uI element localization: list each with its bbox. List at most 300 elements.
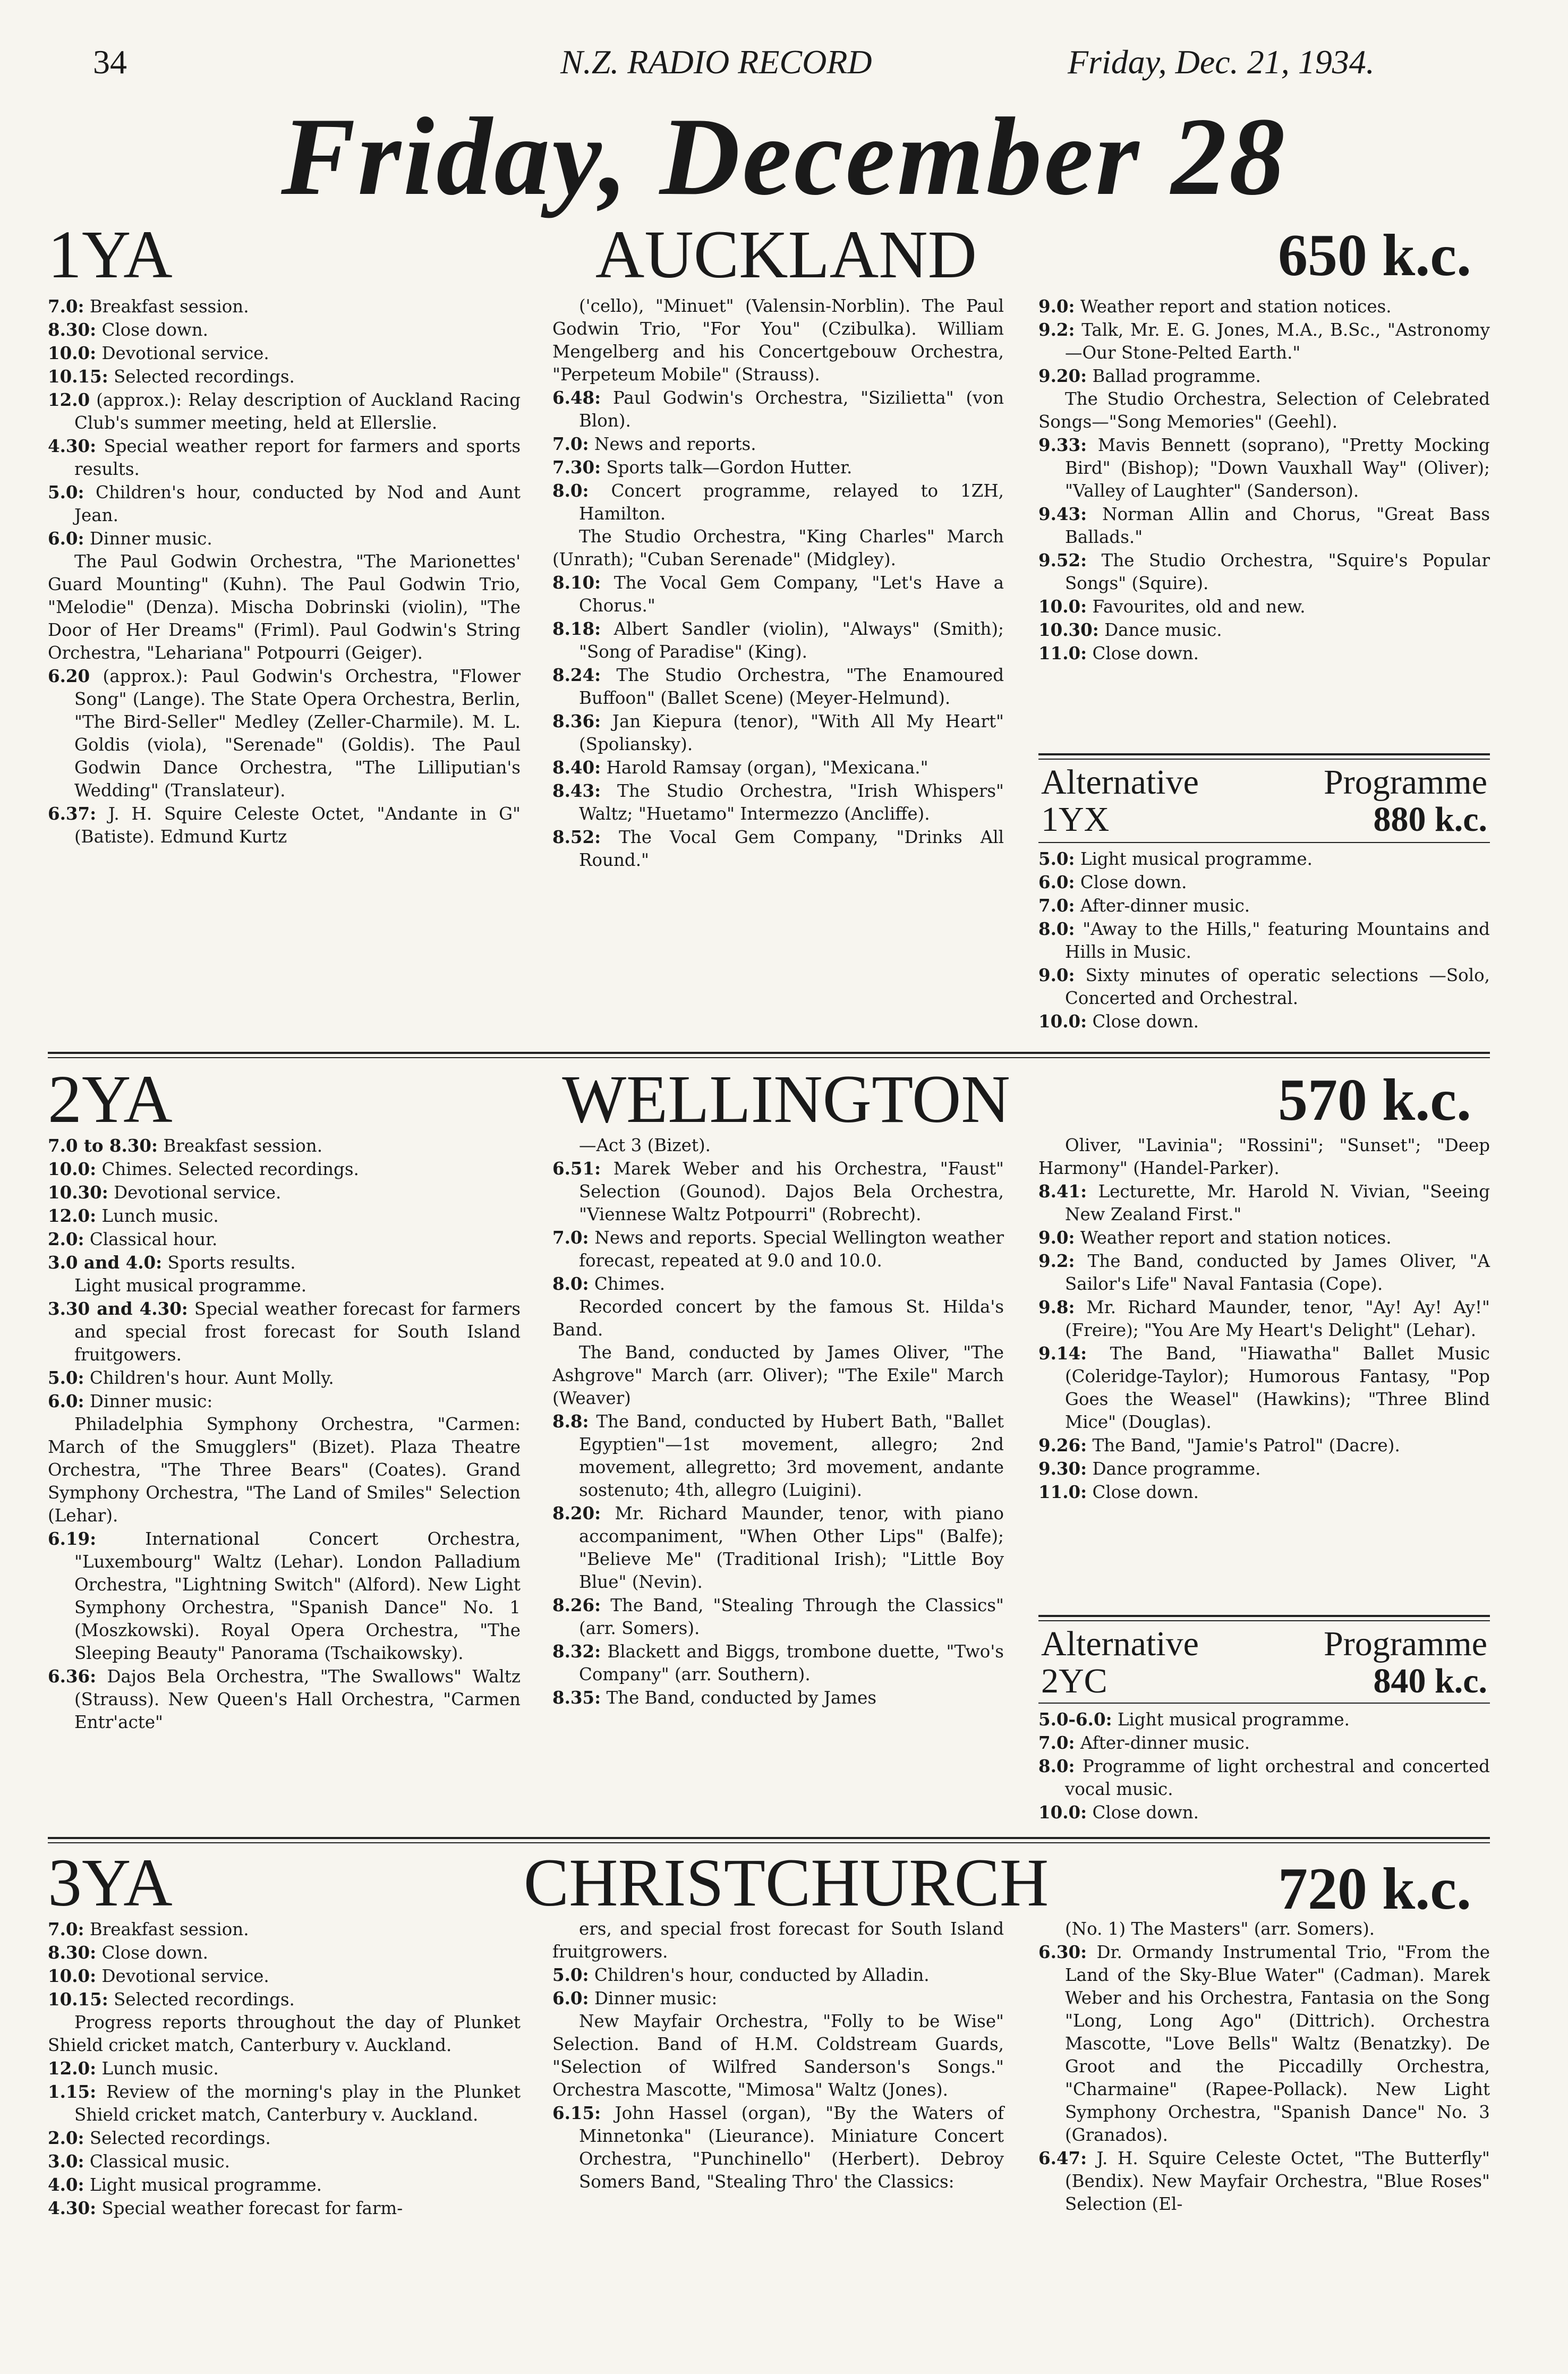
programme-time: 8.26: [552,1595,601,1615]
programme-entry [552,525,1004,571]
programme-description: Children's hour, conducted by Nod and Aunt Jean. [74,482,521,525]
programme-time: 10.0: [1038,1802,1087,1823]
programme-description: Philadelphia Symphony Orchestra, "Carmen: March of the Smugglers" (Bizet). Plaza Theatre Orchestra, "The Three Bears" (Coates). Grand Symphony Orchestra, "The Land of Smiles" Selection (Lehar). [48,1414,521,1526]
programme-description: Paul Godwin's Orchestra, "Sizilietta" (von Blon). [579,388,1004,431]
programme-description: The Band, conducted by James [601,1688,877,1708]
programme-time: 7.0 to 8.30: [48,1135,158,1156]
programme-description: ('cello), "Minuet" (Valensin-Norblin). The Paul Godwin Trio, "For You" (Czibulka). William Mengelberg and his Concertgebouw Orchestra, "Perpeteum Mobile" (Strauss). [552,296,1004,385]
programme-description: Light musical programme. [1075,849,1313,869]
programme-description: The Band, "Stealing Through the Classics" (arr. Somers). [579,1595,1004,1638]
programme-time: 8.35: [552,1687,601,1708]
programme-description: Dr. Ormandy Instrumental Trio, "From the Land of the Sky-Blue Water" (Cadman). Marek Weber and his Orchestra, Fantasia on the Song "Long, Long Ago" (Dittrich). Orchestra Mascotte, "Love Bells" Waltz (Benatzky). De Groot and the Piccadilly Orchestra, "Charmaine" (Rapee-Pollack). New Light Symphony Orchestra, "Spanish Dance" No. 3 (Granados). [1065,1942,1490,2145]
programme-description: Albert Sandler (violin), "Always" (Smith); "Song of Paradise" (King). [579,619,1004,662]
programme-entry [1038,1249,1490,1296]
programme-time: 6.47: [1038,2148,1087,2168]
alt-programme-heading: Alternative [1041,1624,1199,1663]
programme-description: Concert programme, relayed to 1ZH, Hamilton. [579,481,1004,524]
programme-time: 9.26: [1038,1435,1087,1456]
programme-description: Harold Ramsay (organ), "Mexicana." [601,758,928,778]
programme-description: John Hassel (organ), "By the Waters of Minnetonka" (Lieurance). Miniature Concert Orchestra, "Punchinello" (Herbert). Debroy Somers Band, "Stealing Thro' the Classics: [579,2103,1004,2192]
programme-entry [552,2010,1004,2101]
programme-time: 9.20: [1038,365,1087,386]
programme-time: 9.2: [1038,1250,1075,1271]
alt-programme-rule [1038,1615,1490,1617]
programme-entry [1038,1180,1490,1226]
programme-entry [48,665,521,802]
programme-description: Devotional service. [96,343,269,363]
programme-description: (No. 1) The Masters" (arr. Somers). [1065,1919,1375,1939]
programme-description: (approx.): Paul Godwin's Orchestra, "Flower Song" (Lange). The State Opera Orchestra, Berlin, "The Bird-Seller" Medley (Zeller-Charmile). M. L. Goldis (viola), "Serenade" (Goldis). The Paul Godwin Dance Orchestra, "The Lilliputian's Wedding" (Translateur). [74,666,521,801]
programme-description: After-dinner music. [1075,896,1250,916]
station-call-sign: 2YA [48,1061,173,1137]
section-divider [48,1057,1490,1058]
programme-entry [48,1390,521,1413]
programme-time: 10.15: [48,1989,108,2010]
programme-entry [1038,642,1490,665]
programme-entry [552,2101,1004,2193]
programme-entry [1038,595,1490,618]
programme-time: 9.2: [1038,319,1075,340]
station-city: CHRISTCHURCH [523,1845,1049,1920]
programme-description: The Vocal Gem Company, "Let's Have a Chorus." [579,573,1004,616]
programme-entry [48,295,521,318]
programme-description: Children's hour, conducted by Alladin. [589,1965,930,1985]
programme-entry [552,571,1004,617]
programme-time: 9.43: [1038,504,1087,524]
programme-time: 12.0 [48,389,90,410]
programme-time: 9.0: [1038,296,1075,317]
programme-description: J. H. Squire Celeste Octet, "Andante in G" (Batiste). Edmund Kurtz [74,804,521,847]
programme-time: 6.0: [552,1988,589,2009]
programme-time: 8.30: [48,1942,97,1963]
programme-entry [48,2011,521,2057]
programme-time: 8.0: [1038,1756,1075,1776]
section-divider [48,1842,1490,1843]
programme-column-2 [552,1918,1004,2193]
programme-description: Breakfast session. [84,296,249,317]
programme-description: Weather report and station notices. [1075,296,1392,317]
programme-time: 2.0: [48,2128,84,2148]
programme-entry [552,1640,1004,1686]
programme-description: Dinner music: [589,1988,718,2009]
programme-time: 11.0: [1038,643,1087,663]
programme-description: The Studio Orchestra, Selection of Celebrated Songs—"Song Memories" (Geehl). [1038,389,1490,432]
programme-description: Close down. [96,1943,209,1963]
programme-time: 7.0: [552,1227,589,1248]
programme-description: After-dinner music. [1075,1733,1250,1753]
programme-time: 3.0: [48,2151,84,2172]
programme-time: 6.30: [1038,1942,1087,1962]
programme-time: 7.30: [552,457,601,478]
programme-description: Close down. [1087,1011,1199,1032]
alt-programme-heading-right: Programme [1324,1624,1487,1663]
programme-description: The Vocal Gem Company, "Drinks All Round." [579,827,1004,870]
programme-description: Special weather forecast for farm- [96,2198,403,2218]
programme-time: 8.10: [552,572,601,593]
publication-title: N.Z. RADIO RECORD [560,43,872,81]
programme-time: 6.48: [552,387,601,408]
programme-column-1 [48,1134,521,1734]
programme-entry [552,826,1004,872]
programme-entry [552,1226,1004,1272]
programme-entry [48,1941,521,1964]
programme-time: 4.30: [48,2198,97,2218]
programme-time: 9.0: [1038,1227,1075,1248]
programme-entry [552,1918,1004,1963]
programme-column-3 [1038,295,1490,665]
programme-description: Breakfast session. [84,1919,249,1939]
programme-description: International Concert Orchestra, "Luxembourg" Waltz (Lehar). London Palladium Orchestra, "Lightning Switch" (Alford). New Light Symphony Orchestra, "Spanish Dance" No. 1 (Moszkowski). Royal Opera Orchestra, "The Sleeping Beauty" Panorama (Tschaikowsky). [74,1529,521,1663]
programme-description: Ballad programme. [1087,366,1261,386]
programme-time: 10.0: [1038,1011,1087,1032]
programme-description: Norman Allin and Chorus, "Great Bass Ballads." [1065,504,1490,547]
programme-time: 1.15: [48,2081,97,2102]
alt-programme-rule [1038,753,1490,755]
programme-entry [552,1134,1004,1157]
programme-description: News and reports. [589,434,756,454]
programme-time: 8.30: [48,319,97,340]
programme-time: 7.0: [1038,895,1075,916]
programme-time: 8.36: [552,711,601,731]
programme-description: Chimes. [589,1274,666,1294]
programme-entry [1038,1708,1490,1731]
programme-time: 5.0: [552,1964,589,1985]
programme-entry [48,342,521,365]
programme-description: Dinner music. [84,529,212,549]
programme-time: 8.0: [1038,918,1075,939]
programme-time: 3.30 and 4.30: [48,1298,188,1319]
station-city: AUCKLAND [595,217,977,292]
programme-entry [1038,318,1490,364]
programme-entry [48,1251,521,1274]
programme-time: 7.0: [552,433,589,454]
programme-column-1 [48,295,521,848]
alt-programme-rule [1038,759,1490,760]
programme-entry [552,386,1004,432]
programme-description: ers, and special frost forecast for South Island fruitgrowers. [552,1919,1004,1962]
programme-description: The Studio Orchestra, "King Charles" March (Unrath); "Cuban Serenade" (Midgley). [552,526,1004,569]
programme-description: Classical hour. [84,1229,218,1249]
alt-programme-heading-right: Programme [1324,763,1487,802]
programme-time: 7.0: [1038,1732,1075,1753]
programme-entry [1038,1457,1490,1480]
programme-time: 8.0: [552,480,589,501]
programme-description: Dajos Bela Orchestra, "The Swallows" Waltz (Strauss). New Queen's Hall Orchestra, "Carmen Entr'acte" [74,1666,521,1732]
programme-entry [552,1296,1004,1341]
programme-time: 10.0: [48,1965,97,1986]
programme-time: 7.0: [48,296,84,317]
programme-entry [1038,295,1490,318]
programme-entry [552,663,1004,710]
programme-entry [1038,917,1490,964]
programme-description: Mr. Richard Maunder, tenor, with piano accompaniment, "When Other Lips" (Balfe); "Believe Me" (Traditional Irish); "Little Boy Blue" (Nevin). [579,1503,1004,1592]
programme-entry [552,1987,1004,2010]
programme-time: 9.8: [1038,1297,1075,1317]
programme-time: 8.24: [552,665,601,685]
programme-time: 5.0: [48,482,84,503]
alt-station-frequency: 880 k.c. [1373,800,1487,839]
station-city: WELLINGTON [562,1061,1010,1137]
programme-entry [1038,1134,1490,1180]
programme-entry [552,432,1004,456]
programme-description: Lunch music. [96,1206,219,1226]
programme-time: 4.0: [48,2174,84,2195]
programme-description: Programme of light orchestral and concerted vocal music. [1065,1756,1490,1799]
programme-entry [48,1527,521,1665]
programme-time: 6.0: [1038,872,1075,892]
programme-description: Close down. [1075,872,1187,892]
programme-entry [1038,618,1490,642]
programme-entry [552,710,1004,756]
programme-description: Selected recordings. [84,2128,271,2148]
programme-time: 6.15: [552,2103,601,2123]
programme-entry [48,550,521,665]
programme-entry [552,1686,1004,1709]
programme-time: 8.18: [552,618,601,639]
programme-description: The Band, conducted by Hubert Bath, "Ballet Egyptien"—1st movement, allegro; 2nd movement, allegretto; 3rd movement, andante sostenuto; 4th, allegro (Luigini). [579,1411,1004,1500]
programme-entry [48,1204,521,1228]
programme-description: Mr. Richard Maunder, tenor, "Ay! Ay! Ay!" (Freire); "You Are My Heart's Delight" (Lehar). [1065,1297,1490,1340]
programme-entry [48,2057,521,2080]
programme-entry [1038,871,1490,894]
programme-time: 3.0 and 4.0: [48,1252,163,1273]
programme-description: News and reports. Special Wellington weather forecast, repeated at 9.0 and 10.0. [579,1228,1004,1271]
programme-entry [48,365,521,388]
programme-description: The Band, "Hiawatha" Ballet Music (Coleridge-Taylor); Humorous Fantasy, "Pop Goes the Weasel" (Hawkins); "Three Blind Mice" (Douglas). [1065,1343,1490,1432]
programme-description: Close down. [96,320,209,340]
station-frequency: 650 k.c. [1278,223,1471,288]
programme-description: —Act 3 (Bizet). [579,1135,711,1155]
programme-entry [1038,1755,1490,1801]
programme-time: 9.0: [1038,965,1075,985]
programme-description: The Band, conducted by James Oliver, "The Ashgrove" March (arr. Oliver); "The Exile" March (Weaver) [552,1342,1004,1408]
date-heading: Friday, December 28 [281,95,1287,218]
programme-time: 6.51: [552,1158,601,1179]
programme-entry [1038,1480,1490,1504]
programme-time: 5.0: [1038,848,1075,869]
programme-time: 7.0: [48,1919,84,1939]
programme-entry [48,1366,521,1390]
programme-description: Review of the morning's play in the Plunket Shield cricket match, Canterbury v. Auckland. [74,2082,521,2125]
programme-description: Jan Kiepura (tenor), "With All My Heart" (Spoliansky). [579,711,1004,754]
programme-entry [1038,549,1490,595]
alt-station-call-sign: 1YX [1041,800,1110,839]
programme-entry [552,617,1004,663]
programme-time: 6.19: [48,1528,97,1549]
programme-description: Lecturette, Mr. Harold N. Vivian, "Seeing New Zealand First." [1065,1181,1490,1224]
programme-description: The Studio Orchestra, "Irish Whispers" Waltz; "Huetamo" Intermezzo (Ancliffe). [579,781,1004,824]
programme-entry [48,1964,521,1988]
programme-time: 5.0-6.0: [1038,1709,1112,1730]
programme-description: Devotional service. [108,1182,282,1203]
alt-programme-heading: Alternative [1041,763,1199,802]
programme-entry [48,1918,521,1941]
programme-time: 8.52: [552,827,601,847]
programme-description: J. H. Squire Celeste Octet, "The Butterfly" (Bendix). New Mayfair Orchestra, "Blue Roses" Selection (El- [1065,2148,1490,2214]
programme-description: Sports talk—Gordon Hutter. [601,457,853,478]
programme-description: Close down. [1087,643,1199,663]
programme-description: Special weather report for farmers and sports results. [74,436,521,479]
programme-column-2 [552,1134,1004,1709]
programme-entry [1038,433,1490,503]
programme-description: Talk, Mr. E. G. Jones, M.A., B.Sc., "Astronomy—Our Stone-Pelted Earth." [1065,320,1490,363]
programme-description: Progress reports throughout the day of Plunket Shield cricket match, Canterbury v. Auckland. [48,2012,521,2055]
programme-column-1 [48,1918,521,2220]
programme-entry [552,1157,1004,1226]
programme-description: Selected recordings. [108,1989,295,2010]
station-call-sign: 1YA [48,217,173,292]
programme-description: Dance music. [1098,620,1222,640]
programme-description: Close down. [1087,1802,1199,1823]
programme-time: 4.30: [48,436,97,456]
alt-programme-list [1038,1708,1490,1824]
programme-time: 2.0: [48,1229,84,1249]
programme-entry [48,1134,521,1158]
programme-column-3 [1038,1918,1490,2216]
programme-description: The Studio Orchestra, "The Enamoured Buffoon" (Ballet Scene) (Meyer-Helmund). [579,665,1004,708]
programme-description: The Paul Godwin Orchestra, "The Marionettes' Guard Mounting" (Kuhn). The Paul Godwin Trio, "Melodie" (Denza). Mischa Dobrinski (violin), "The Door of Her Dreams" (Friml). Paul Godwin's String Orchestra, "Lehariana" Potpourri (Geiger). [48,551,521,663]
programme-description: Dance programme. [1087,1459,1261,1479]
programme-entry [552,456,1004,479]
programme-description: Chimes. Selected recordings. [96,1159,359,1179]
programme-entry [1038,1226,1490,1249]
programme-entry [48,802,521,848]
programme-entry [48,2197,521,2220]
programme-time: 8.0: [552,1273,589,1294]
alt-station-frequency: 840 k.c. [1373,1662,1487,1700]
programme-description: The Studio Orchestra, "Squire's Popular Songs" (Squire). [1065,550,1490,593]
programme-entry [552,1502,1004,1594]
programme-entry [1038,847,1490,871]
programme-time: 9.30: [1038,1458,1087,1479]
programme-description: Blackett and Biggs, trombone duette, "Two's Company" (arr. Southern). [579,1641,1004,1684]
programme-entry [48,1181,521,1204]
alt-programme-list [1038,847,1490,1033]
programme-time: 6.37: [48,803,97,824]
programme-entry [48,1297,521,1366]
programme-time: 12.0: [48,1205,97,1226]
programme-entry [48,318,521,342]
programme-time: 8.40: [552,757,601,778]
programme-entry [1038,1801,1490,1824]
programme-time: 10.0: [48,343,97,363]
programme-column-3 [1038,1134,1490,1504]
programme-entry [552,479,1004,525]
programme-entry [48,1665,521,1734]
station-frequency: 720 k.c. [1278,1856,1471,1922]
programme-entry [48,1274,521,1297]
programme-entry [552,1341,1004,1410]
programme-time: 8.8: [552,1411,589,1432]
programme-entry [48,1988,521,2011]
programme-entry [1038,1434,1490,1457]
alt-programme-rule [1038,1620,1490,1621]
programme-description: Recorded concert by the famous St. Hilda's Band. [552,1297,1004,1340]
alt-programme-rule [1038,1703,1490,1704]
programme-description: The Band, conducted by James Oliver, "A Sailor's Life" Naval Fantasia (Cope). [1065,1251,1490,1294]
page-number: 34 [93,43,127,81]
programme-time: 6.36: [48,1666,97,1687]
section-divider [48,1052,1490,1054]
programme-description: Mavis Bennett (soprano), "Pretty Mocking Bird" (Bishop); "Down Vauxhall Way" (Oliver); "Valley of Laughter" (Sanderson). [1065,435,1490,501]
programme-entry [1038,388,1490,433]
programme-description: The Band, "Jamie's Patrol" (Dacre). [1087,1435,1400,1456]
programme-description: Breakfast session. [158,1136,323,1156]
programme-entry [1038,2147,1490,2216]
programme-time: 8.32: [552,1641,601,1662]
programme-entry [1038,1010,1490,1033]
programme-entry [48,1158,521,1181]
programme-entry [1038,1731,1490,1755]
programme-description: (approx.): Relay description of Auckland Racing Club's summer meeting, held at Ellerslie. [74,390,521,433]
programme-time: 8.43: [552,780,601,801]
issue-date: Friday, Dec. 21, 1934. [1068,43,1375,81]
programme-description: Oliver, "Lavinia"; "Rossini"; "Sunset"; "Deep Harmony" (Handel-Parker). [1038,1135,1490,1178]
programme-entry [1038,964,1490,1010]
programme-description: Special weather forecast for farmers and special frost forecast for South Island fruitgowers. [74,1299,521,1365]
programme-entry [552,756,1004,779]
programme-time: 11.0: [1038,1482,1087,1502]
programme-description: Light musical programme. [1112,1709,1350,1730]
programme-description: Classical music. [84,2151,230,2172]
station-frequency: 570 k.c. [1278,1067,1471,1133]
station-call-sign: 3YA [48,1845,173,1920]
programme-time: 6.0: [48,528,84,549]
programme-time: 8.20: [552,1503,601,1524]
programme-description: Selected recordings. [108,367,295,387]
programme-entry [552,779,1004,826]
section-divider [48,1837,1490,1839]
programme-time: 10.30: [1038,619,1099,640]
programme-description: Light musical programme. [74,1275,307,1296]
programme-entry [48,435,521,481]
programme-entry [48,2173,521,2197]
programme-entry [48,527,521,550]
programme-entry [48,2080,521,2126]
programme-entry [48,1228,521,1251]
programme-entry [1038,503,1490,549]
programme-time: 9.52: [1038,550,1087,571]
programme-entry [552,1594,1004,1640]
programme-description: Devotional service. [96,1966,269,1986]
programme-time: 8.41: [1038,1181,1087,1202]
programme-time: 5.0: [48,1367,84,1388]
programme-time: 12.0: [48,2058,97,2079]
programme-entry [1038,1296,1490,1342]
programme-description: "Away to the Hills," featuring Mountains and Hills in Music. [1065,919,1490,962]
programme-entry [1038,894,1490,917]
programme-description: Favourites, old and new. [1087,597,1306,617]
programme-time: 6.20 [48,666,90,686]
programme-entry [1038,1342,1490,1434]
programme-time: 9.33: [1038,435,1087,455]
programme-entry [552,1410,1004,1502]
programme-entry [552,1963,1004,1987]
programme-column-2 [552,295,1004,872]
programme-time: 10.30: [48,1182,108,1203]
programme-time: 10.0: [1038,596,1087,617]
programme-description: Close down. [1087,1482,1199,1502]
programme-description: Marek Weber and his Orchestra, "Faust" Selection (Gounod). Dajos Bela Orchestra, "Viennese Waltz Potpourri" (Robrecht). [579,1159,1004,1224]
programme-entry [1038,364,1490,388]
alt-programme-rule [1038,842,1490,843]
programme-time: 6.0: [48,1391,84,1411]
programme-description: Weather report and station notices. [1075,1228,1392,1248]
programme-entry [552,1272,1004,1296]
programme-time: 9.14: [1038,1343,1087,1364]
programme-description: Children's hour. Aunt Molly. [84,1368,334,1388]
programme-entry [552,295,1004,386]
